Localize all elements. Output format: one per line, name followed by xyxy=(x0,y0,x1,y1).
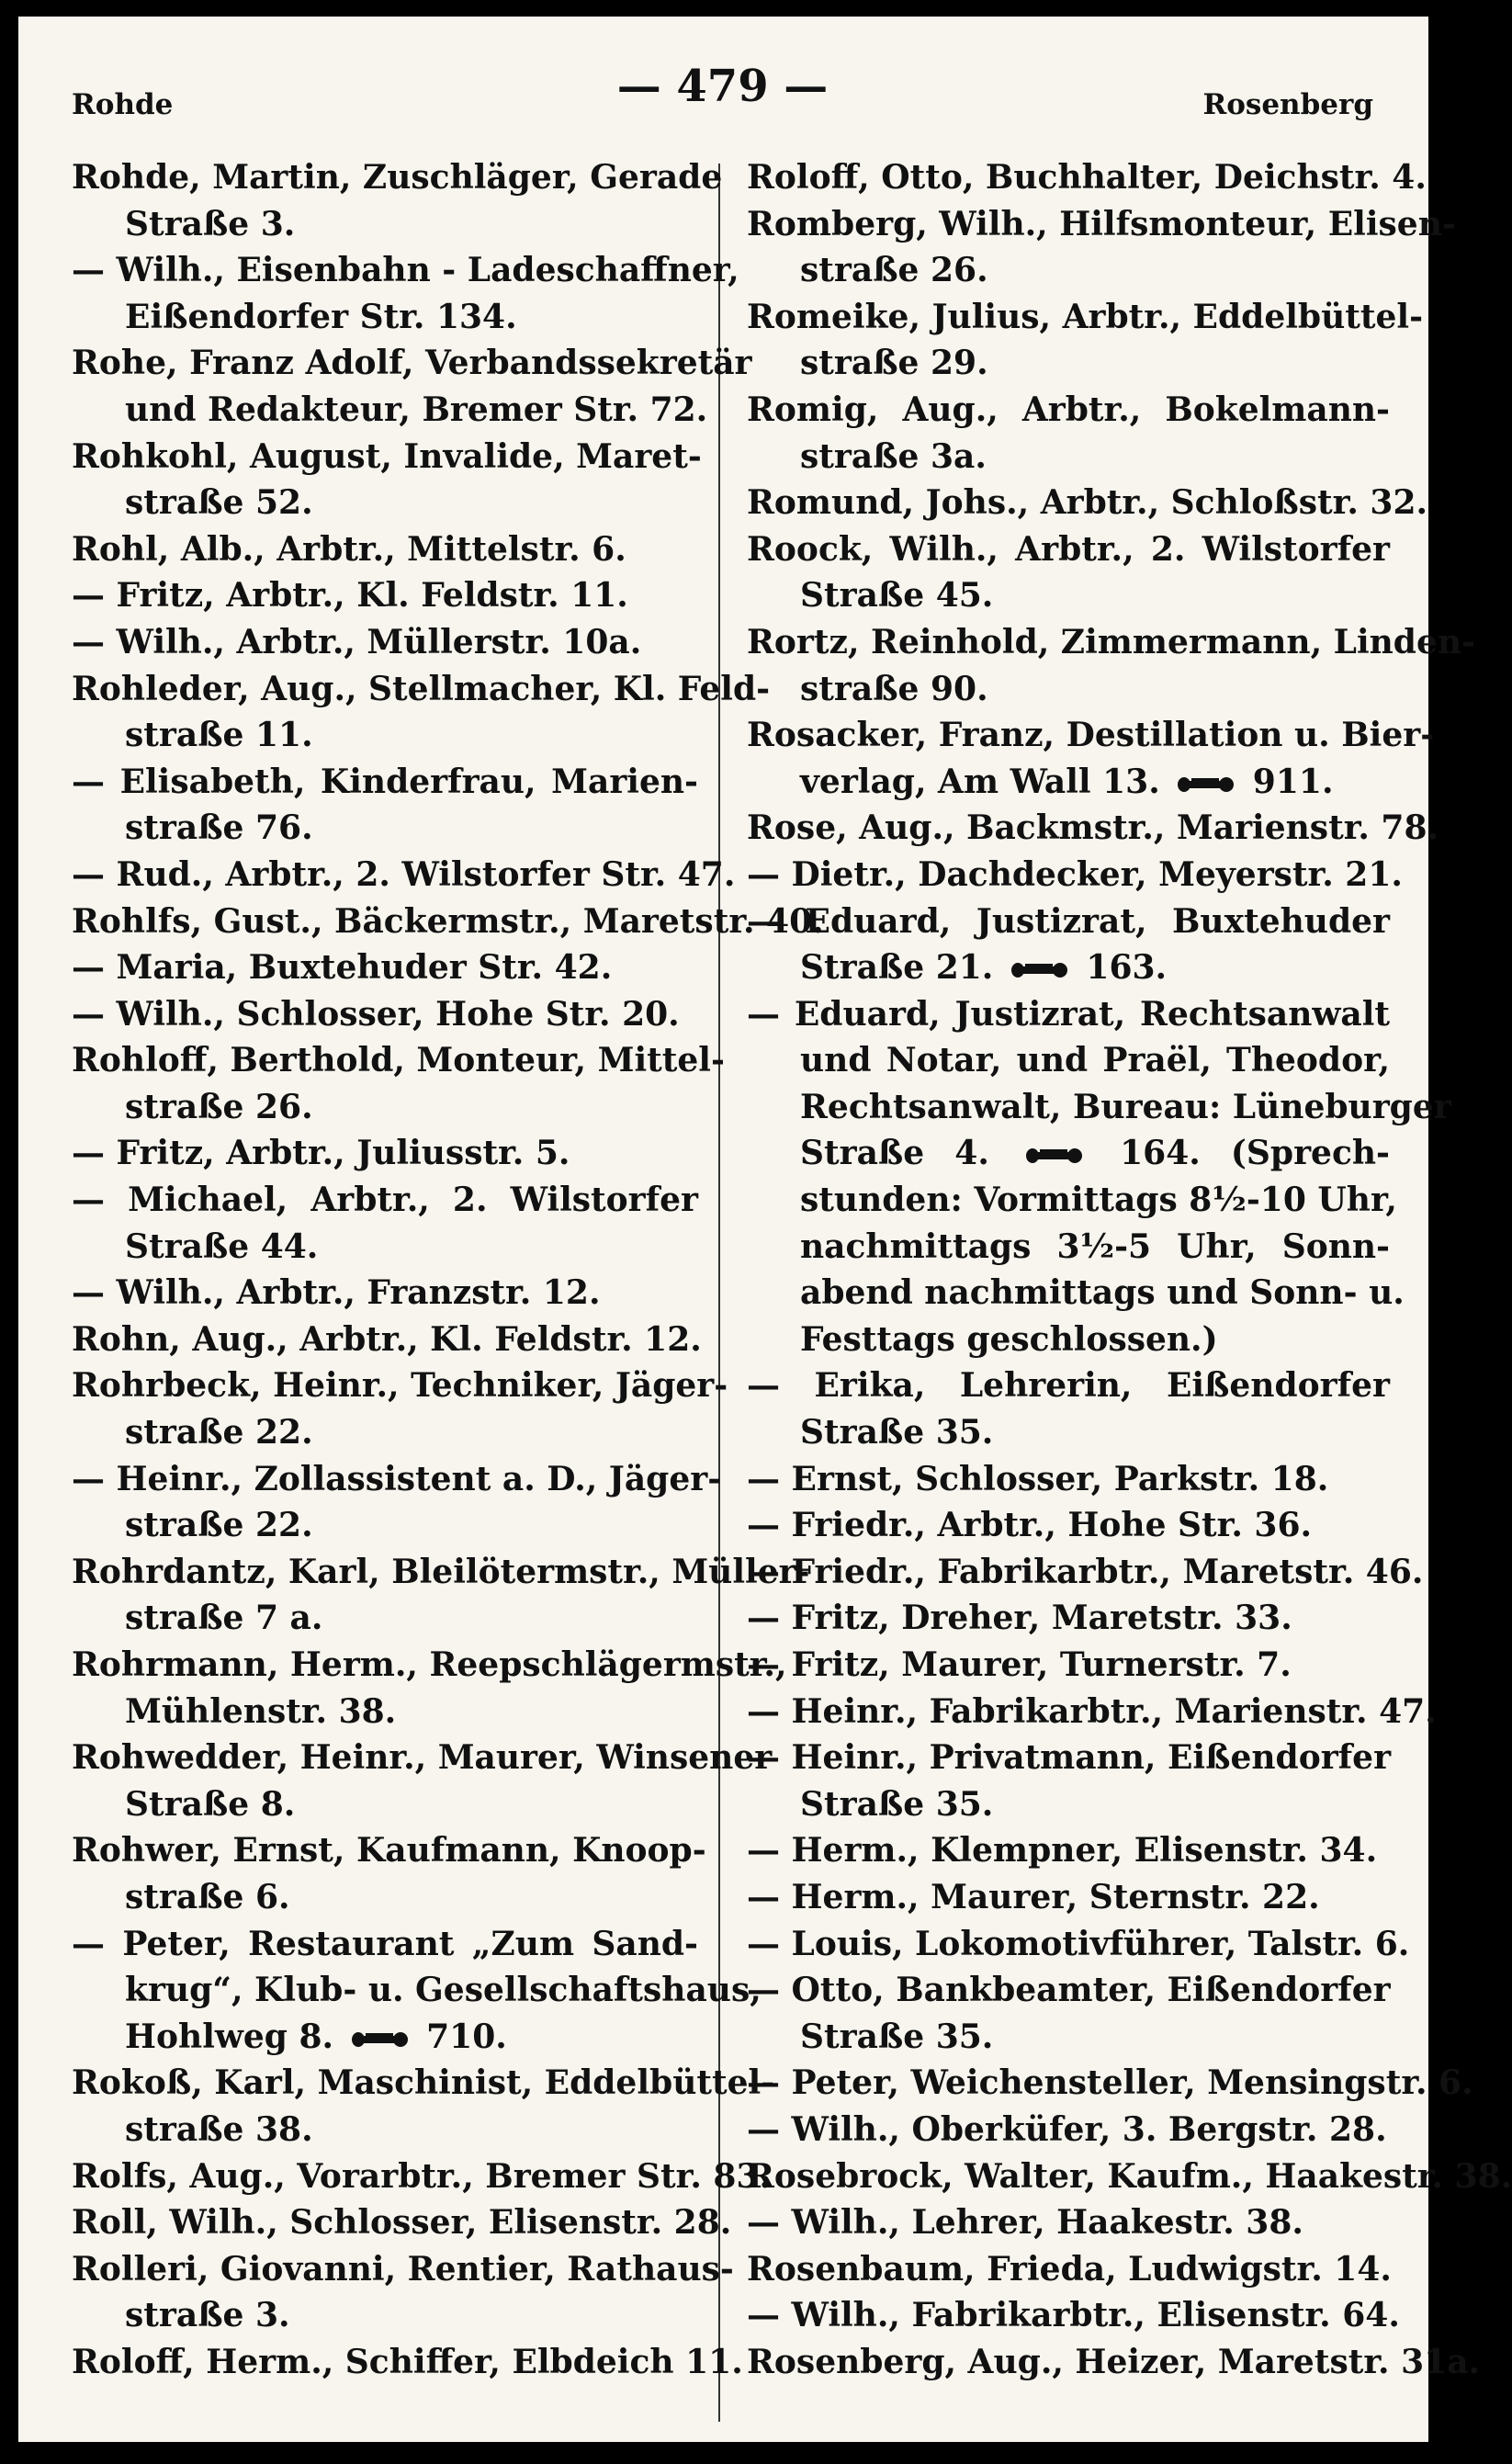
directory-entry xyxy=(72,434,702,526)
entry-line: Straße 8. xyxy=(125,1784,296,1824)
entry-line: — Friedr., Arbtr., Hohe Str. 36. xyxy=(747,1506,1313,1545)
entry-line: abend nachmittags und Sonn- u. xyxy=(800,1273,1405,1313)
entry-line: Straße 35. xyxy=(800,2017,994,2056)
directory-entry xyxy=(747,2060,1473,2107)
directory-entry xyxy=(747,852,1403,899)
directory-entry xyxy=(747,619,1476,712)
telephone-icon xyxy=(1177,775,1236,794)
directory-entry xyxy=(72,2199,732,2246)
directory-entry xyxy=(747,899,1390,991)
header-left-keyword: Rohde xyxy=(72,88,174,121)
directory-entry xyxy=(72,247,739,340)
directory-entry xyxy=(747,1456,1390,1503)
entry-line: Roock, Wilh., Arbtr., 2. Wilstorfer xyxy=(747,529,1390,569)
entry-line: — Wilh., Oberküfer, 3. Bergstr. 28. xyxy=(747,2109,1387,2149)
entry-line: und Notar, und Praël, Theodor, xyxy=(800,1041,1390,1080)
directory-entry xyxy=(747,294,1424,387)
entry-line: Straße 3. xyxy=(125,204,296,243)
entry-line: Straße 44. xyxy=(125,1226,319,1266)
entry-line: Straße 45. xyxy=(800,576,994,616)
entry-line: straße 22. xyxy=(125,1413,313,1452)
entry-line: — Peter, Weichensteller, Mensingstr. 6. xyxy=(747,2063,1473,2103)
directory-entry xyxy=(747,1967,1390,2060)
directory-entry xyxy=(72,666,771,759)
entry-line: straße 3. xyxy=(125,2296,290,2335)
entry-line: Rohrdantz, Karl, Bleilötermstr., Müller- xyxy=(72,1552,810,1591)
entry-line: — Heinr., Privatmann, Eißendorfer xyxy=(747,1738,1392,1778)
directory-entry xyxy=(72,852,736,899)
entry-line: — Fritz, Dreher, Maretstr. 33. xyxy=(747,1599,1292,1638)
entry-line: Roloff, Herm., Schiffer, Elbdeich 11. xyxy=(72,2342,743,2381)
entry-line: — Dietr., Dachdecker, Meyerstr. 21. xyxy=(747,854,1403,894)
entry-line: und Redakteur, Bremer Str. 72. xyxy=(125,390,708,429)
directory-entry xyxy=(72,340,752,433)
entry-line: Rohl, Alb., Arbtr., Mittelstr. 6. xyxy=(72,529,626,569)
directory-entry xyxy=(72,1827,706,1920)
entry-line: — Heinr., Fabrikarbtr., Marienstr. 47. xyxy=(747,1691,1437,1731)
directory-entry xyxy=(72,759,698,852)
entry-line: — Wilh., Eisenbahn - Ladeschaffner, xyxy=(72,251,739,290)
entry-line: straße 29. xyxy=(800,344,988,383)
directory-entry xyxy=(747,2246,1390,2293)
entry-line: — Michael, Arbtr., 2. Wilstorfer xyxy=(72,1181,698,1220)
entry-line: Mühlenstr. 38. xyxy=(125,1691,397,1731)
entry-line: — Friedr., Fabrikarbtr., Maretstr. 46. xyxy=(747,1552,1424,1591)
entry-line: Romig, Aug., Arbtr., Bokelmann- xyxy=(747,390,1390,429)
directory-entry xyxy=(72,944,698,991)
directory-entry xyxy=(72,154,723,247)
entry-line: Rohwedder, Heinr., Maurer, Winsener xyxy=(72,1738,773,1778)
directory-entry xyxy=(747,1549,1424,1596)
directory-entry xyxy=(72,1177,698,1270)
directory-entry xyxy=(747,2292,1400,2339)
directory-entry xyxy=(747,805,1439,852)
entry-line: straße 26. xyxy=(125,1087,313,1126)
left-column xyxy=(72,154,824,2386)
entry-line: Rohde, Martin, Zuschläger, Gerade xyxy=(72,158,723,197)
entry-line: Rortz, Reinhold, Zimmermann, Linden- xyxy=(747,622,1476,661)
directory-entry xyxy=(747,1735,1390,1827)
telephone-icon xyxy=(351,2030,410,2049)
entry-line: verlag, Am Wall 13. 911. xyxy=(800,762,1334,801)
entry-line: — Eduard, Justizrat, Rechtsanwalt xyxy=(747,994,1390,1034)
entry-line: — Herm., Klempner, Elisenstr. 34. xyxy=(747,1831,1378,1871)
entry-line: straße 26. xyxy=(800,251,988,290)
entry-line: — Wilh., Arbtr., Müllerstr. 10a. xyxy=(72,622,642,661)
directory-entry xyxy=(747,1874,1390,1921)
entry-line: Romberg, Wilh., Hilfsmonteur, Elisen- xyxy=(747,204,1456,243)
entry-line: — Otto, Bankbeamter, Eißendorfer xyxy=(747,1971,1391,2010)
directory-entry xyxy=(747,1595,1390,1642)
entry-line: Romeike, Julius, Arbtr., Eddelbüttel- xyxy=(747,297,1424,336)
directory-entry xyxy=(747,1362,1390,1455)
entry-line: Roloff, Otto, Buchhalter, Deichstr. 4. xyxy=(747,158,1427,197)
directory-entry xyxy=(747,1502,1390,1549)
entry-line: Rosacker, Franz, Destillation u. Bier- xyxy=(747,716,1435,755)
entry-line: — Wilh., Arbtr., Franzstr. 12. xyxy=(72,1273,601,1313)
entry-line: Rohrmann, Herm., Reepschlägermstr., xyxy=(72,1645,787,1684)
entry-line: Rokoß, Karl, Maschinist, Eddelbüttel- xyxy=(72,2063,775,2103)
entry-line: — Wilh., Lehrer, Haakestr. 38. xyxy=(747,2203,1303,2243)
directory-entry xyxy=(72,1735,773,1827)
entry-line: Rohn, Aug., Arbtr., Kl. Feldstr. 12. xyxy=(72,1319,702,1359)
directory-entry xyxy=(72,526,698,573)
entry-line: Rolleri, Giovanni, Rentier, Rathaus- xyxy=(72,2249,734,2289)
directory-entry xyxy=(747,154,1427,201)
entry-line: — Louis, Lokomotivführer, Talstr. 6. xyxy=(747,1924,1410,1963)
entry-line: straße 38. xyxy=(125,2109,313,2149)
entry-line: straße 11. xyxy=(125,716,313,755)
directory-entry xyxy=(72,2060,775,2153)
entry-line: — Elisabeth, Kinderfrau, Marien- xyxy=(72,762,698,801)
directory-entry xyxy=(72,1130,698,1177)
entry-line: Rohloff, Berthold, Monteur, Mittel- xyxy=(72,1041,725,1080)
directory-entry xyxy=(72,1362,728,1455)
entry-line: — Fritz, Maurer, Turnerstr. 7. xyxy=(747,1645,1292,1684)
entry-line: Rosenberg, Aug., Heizer, Maretstr. 31a. xyxy=(747,2342,1481,2381)
directory-entry xyxy=(747,526,1390,619)
directory-entry xyxy=(72,1270,698,1317)
entry-line: straße 22. xyxy=(125,1506,313,1545)
directory-entry xyxy=(72,1642,787,1735)
directory-entry xyxy=(747,712,1435,805)
directory-entry xyxy=(72,2246,734,2339)
entry-line: stunden: Vormittags 8½-10 Uhr, xyxy=(800,1181,1397,1220)
entry-line: — Heinr., Zollassistent a. D., Jäger- xyxy=(72,1459,722,1498)
directory-entry xyxy=(72,1456,722,1549)
directory-entry xyxy=(747,480,1428,526)
entry-line: Rohkohl, August, Invalide, Maret- xyxy=(72,436,702,476)
directory-entry xyxy=(72,991,698,1038)
entry-line: — Fritz, Arbtr., Kl. Feldstr. 11. xyxy=(72,576,628,616)
entry-line: Rosebrock, Walter, Kaufm., Haakestr. 38. xyxy=(747,2156,1512,2196)
entry-line: — Rud., Arbtr., 2. Wilstorfer Str. 47. xyxy=(72,854,736,894)
directory-entry xyxy=(72,1317,702,1363)
entry-line: krug“, Klub- u. Gesellschaftshaus, xyxy=(125,1971,762,2010)
entry-line: Eißendorfer Str. 134. xyxy=(125,297,517,336)
entry-line: Rose, Aug., Backmstr., Marienstr. 78. xyxy=(747,808,1439,848)
entry-line: — Ernst, Schlosser, Parkstr. 18. xyxy=(747,1459,1329,1498)
entry-line: Roll, Wilh., Schlosser, Elisenstr. 28. xyxy=(72,2203,732,2243)
page-number: — 479 — xyxy=(616,61,829,112)
directory-entry xyxy=(747,2107,1390,2153)
directory-entry xyxy=(747,991,1451,1363)
directory-entry xyxy=(747,201,1456,294)
entry-line: — Wilh., Fabrikarbtr., Elisenstr. 64. xyxy=(747,2296,1400,2335)
directory-entry xyxy=(72,1549,810,1642)
entry-line: Rosenbaum, Frieda, Ludwigstr. 14. xyxy=(747,2249,1392,2289)
directory-entry xyxy=(72,572,698,619)
entry-line: straße 52. xyxy=(125,483,313,523)
entry-line: — Herm., Maurer, Sternstr. 22. xyxy=(747,1877,1320,1916)
entry-line: straße 3a. xyxy=(800,436,987,476)
entry-line: — Fritz, Arbtr., Juliusstr. 5. xyxy=(72,1134,570,1173)
entry-line: Festtags geschlossen.) xyxy=(800,1319,1218,1359)
telephone-icon xyxy=(1025,1147,1084,1165)
directory-entry xyxy=(747,1921,1410,1968)
directory-entry xyxy=(747,2199,1390,2246)
entry-line: Rohwer, Ernst, Kaufmann, Knoop- xyxy=(72,1831,706,1871)
directory-entry xyxy=(747,387,1390,480)
directory-entry xyxy=(747,2153,1512,2200)
entry-line: Straße 4. 164. (Sprech- xyxy=(800,1134,1390,1173)
entry-line: Straße 21. 163. xyxy=(800,948,1168,988)
directory-page xyxy=(18,17,1512,2442)
header-right-keyword: Rosenberg xyxy=(1202,88,1373,121)
directory-entry xyxy=(747,1642,1390,1689)
entry-line: Rohleder, Aug., Stellmacher, Kl. Feld- xyxy=(72,669,771,708)
entry-line: — Maria, Buxtehuder Str. 42. xyxy=(72,948,613,988)
entry-line: straße 76. xyxy=(125,808,313,848)
entry-line: Straße 35. xyxy=(800,1784,994,1824)
right-column xyxy=(747,154,1512,2386)
directory-entry xyxy=(747,1827,1390,1874)
entry-line: straße 6. xyxy=(125,1877,290,1916)
entry-line: Romund, Johs., Arbtr., Schloßstr. 32. xyxy=(747,483,1428,523)
telephone-icon xyxy=(1010,961,1069,979)
entry-line: Straße 35. xyxy=(800,1413,994,1452)
directory-entry xyxy=(72,619,698,666)
entry-line: Rohlfs, Gust., Bäckermstr., Maretstr. 40. xyxy=(72,901,824,941)
directory-entry xyxy=(72,1921,762,2061)
entry-line: straße 90. xyxy=(800,669,988,708)
entry-line: straße 7 a. xyxy=(125,1599,323,1638)
directory-entry xyxy=(747,2339,1481,2386)
directory-entry xyxy=(72,2153,772,2200)
entry-line: Rolfs, Aug., Vorarbtr., Bremer Str. 83. xyxy=(72,2156,772,2196)
entry-line: Rechtsanwalt, Bureau: Lüneburger xyxy=(800,1087,1451,1126)
directory-entry xyxy=(72,2339,743,2386)
entry-line: — Erika, Lehrerin, Eißendorfer xyxy=(747,1366,1390,1406)
directory-entry xyxy=(72,899,824,945)
directory-entry xyxy=(747,1689,1437,1735)
page-header xyxy=(72,61,1373,125)
entry-line: Rohrbeck, Heinr., Techniker, Jäger- xyxy=(72,1366,728,1406)
entry-line: — Peter, Restaurant „Zum Sand- xyxy=(72,1924,698,1963)
entry-line: — Eduard, Justizrat, Buxtehuder xyxy=(747,901,1390,941)
entry-line: — Wilh., Schlosser, Hohe Str. 20. xyxy=(72,994,680,1034)
entry-line: nachmittags 3½-5 Uhr, Sonn- xyxy=(800,1226,1390,1266)
entry-line: Rohe, Franz Adolf, Verbandssekretär xyxy=(72,344,752,383)
directory-entry xyxy=(72,1037,725,1130)
entry-line: Hohlweg 8. 710. xyxy=(125,2017,507,2056)
